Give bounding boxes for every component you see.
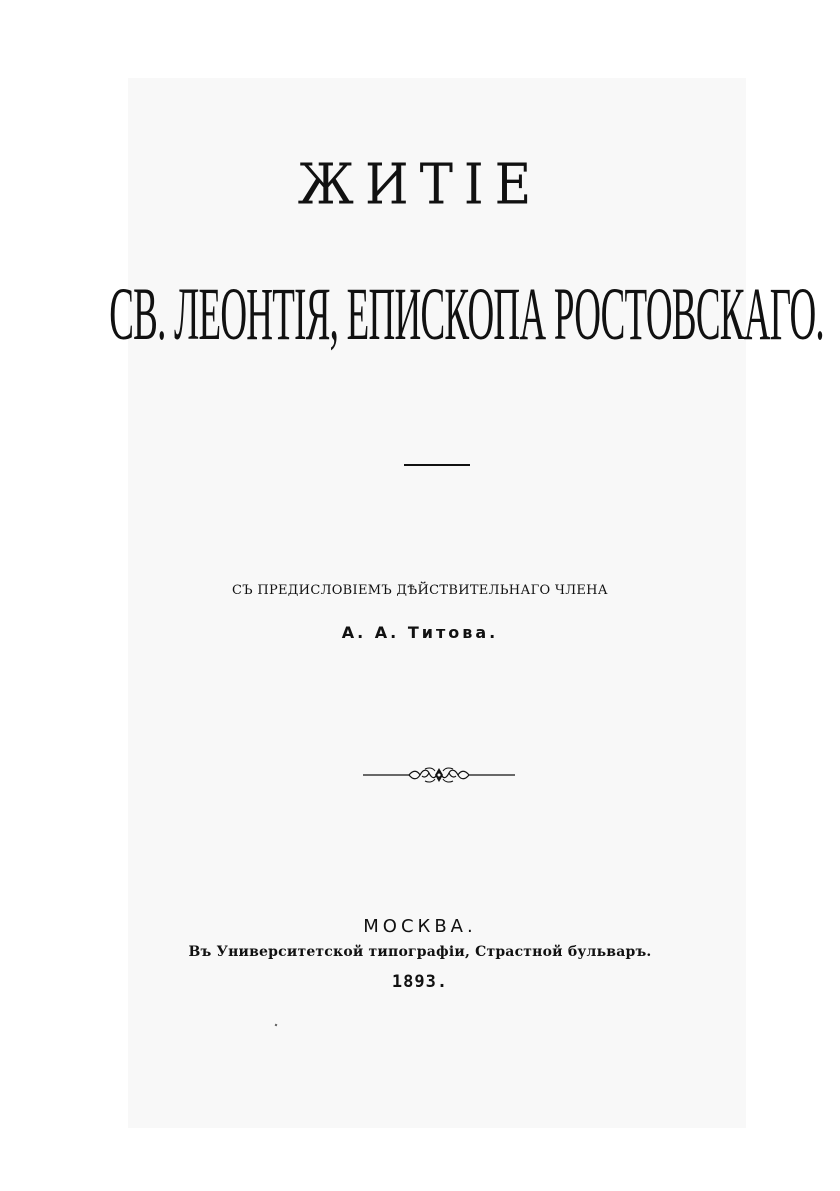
page-sheet [128, 78, 746, 1128]
publication-city: МОСКВА. [363, 916, 477, 937]
title-rule-divider [404, 464, 470, 466]
publication-year: 1893. [391, 972, 449, 992]
preface-credit: СЪ ПРЕДИСЛОВІЕМЪ ДѢЙСТВИТЕЛЬНАГО ЧЛЕНА [232, 583, 608, 598]
ornamental-divider-icon [363, 765, 515, 785]
printer-imprint: Въ Университетской типографіи, Страстной бульваръ. [188, 944, 652, 960]
book-title: ЖИТІЕ [297, 152, 543, 217]
author-name: А. А. Титова. [341, 623, 499, 642]
book-subtitle: СВ. ЛЕОНТІЯ, ЕПИСКОПА РОСТОВСКАГО. [109, 271, 824, 356]
